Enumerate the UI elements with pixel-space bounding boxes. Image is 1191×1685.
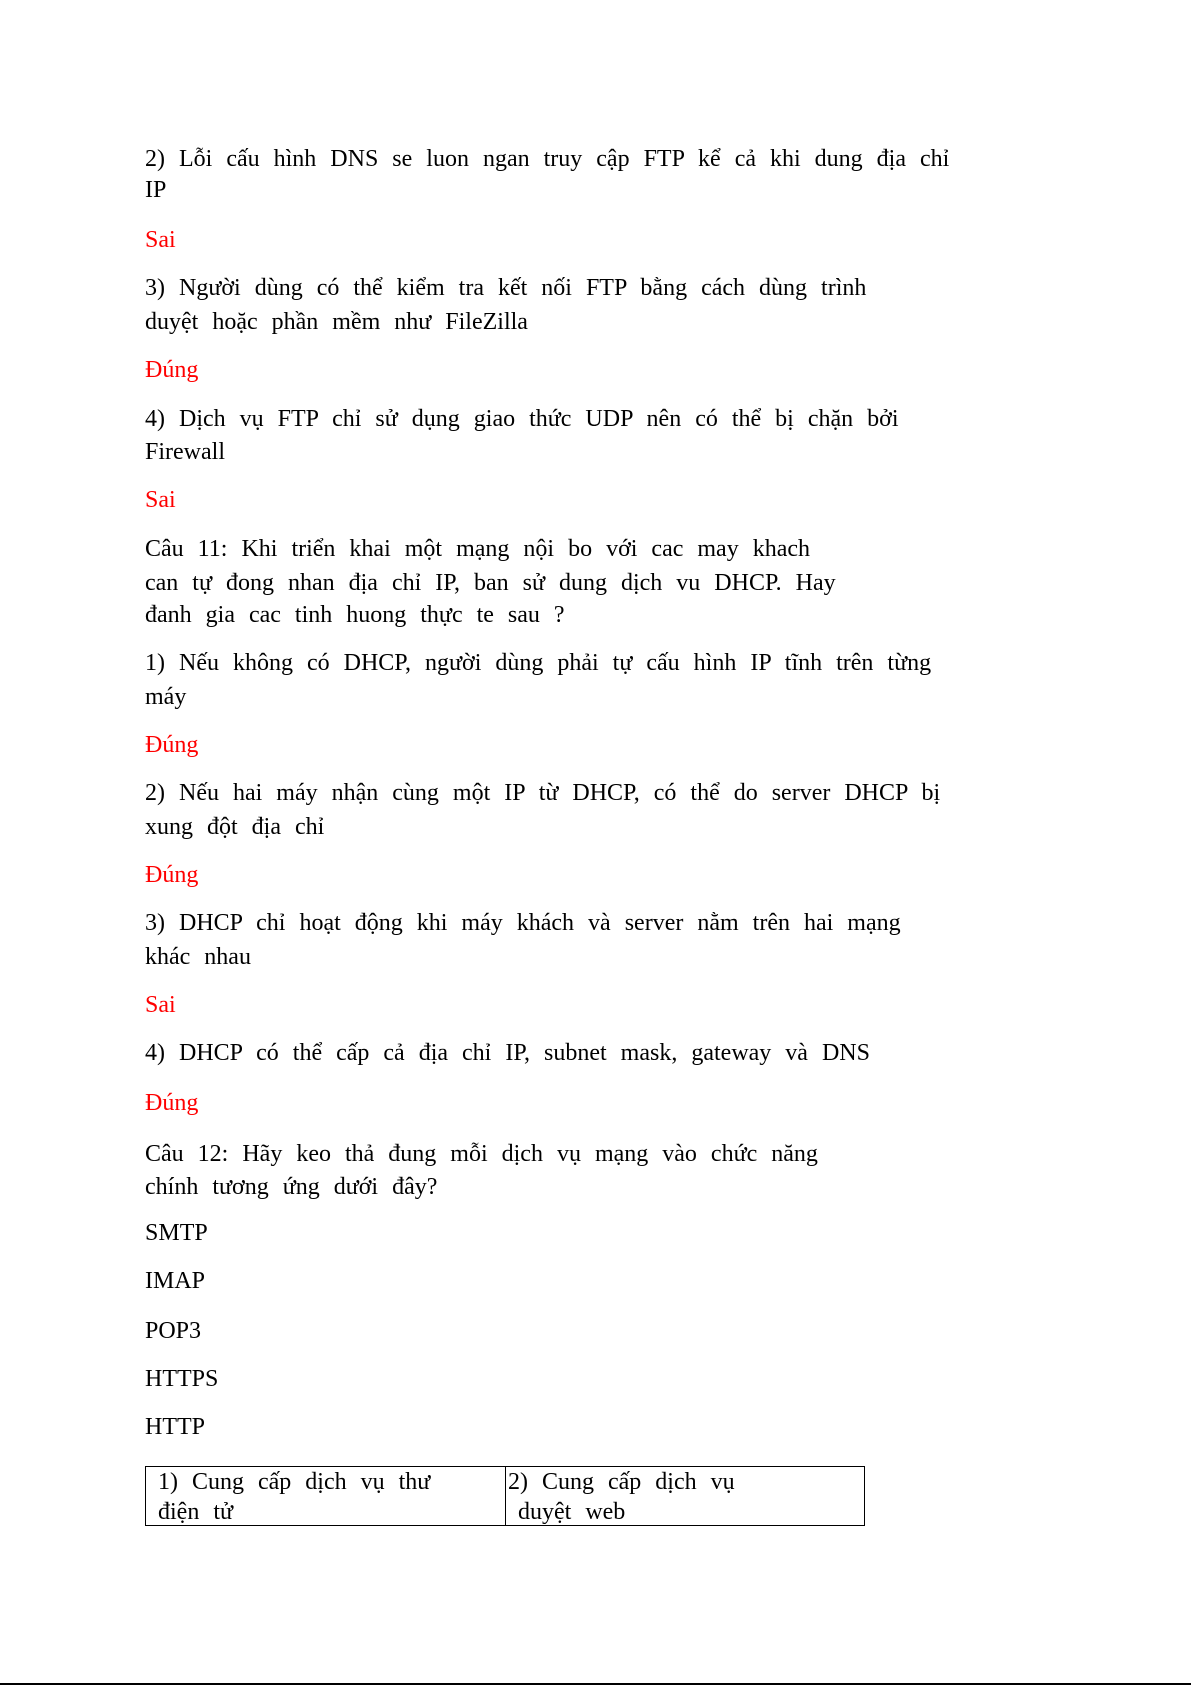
function-table: [145, 1466, 865, 1526]
q11-item2-line2: xung đột địa chỉ: [145, 814, 325, 840]
q12-title-line1: Câu 12: Hãy keo thả đung mỗi dịch vụ mạng vào chức năng: [145, 1141, 818, 1167]
q11-item3-answer: Sai: [145, 992, 176, 1018]
q11-title-line2: can tự đong nhan địa chỉ IP, ban sử dung dịch vu DHCP. Hay: [145, 570, 836, 596]
drop-target-email-line1: 1) Cung cấp dịch vụ thư: [158, 1469, 431, 1495]
service-smtp[interactable]: SMTP: [145, 1220, 208, 1246]
drop-target-web[interactable]: [505, 1467, 864, 1525]
q12-title-line2: chính tương ứng dưới đây?: [145, 1174, 438, 1200]
q10-item2-answer: Sai: [145, 227, 176, 253]
q11-item1-line1: 1) Nếu không có DHCP, người dùng phải tự cấu hình IP tĩnh trên từng: [145, 650, 932, 676]
q11-item3-line1: 3) DHCP chỉ hoạt động khi máy khách và server nằm trên hai mạng: [145, 910, 901, 936]
q10-item4-line1: 4) Dịch vụ FTP chỉ sử dụng giao thức UDP nên có thể bị chặn bởi: [145, 406, 899, 432]
q11-item2-answer: Đúng: [145, 862, 199, 888]
q10-item3-line2: duyệt hoặc phần mềm như FileZilla: [145, 309, 528, 335]
q10-item2-line2: IP: [145, 177, 167, 203]
service-https[interactable]: HTTPS: [145, 1366, 219, 1392]
q10-item2-line1: 2) Lỗi cấu hình DNS se luon ngan truy cập FTP kể cả khi dung địa chỉ: [145, 146, 950, 172]
q11-item4-answer: Đúng: [145, 1090, 199, 1116]
q11-item4-line1: 4) DHCP có thể cấp cả địa chỉ IP, subnet mask, gateway và DNS: [145, 1040, 870, 1066]
service-imap[interactable]: IMAP: [145, 1268, 206, 1294]
q11-item2-line1: 2) Nếu hai máy nhận cùng một IP từ DHCP, có thể do server DHCP bị: [145, 780, 941, 806]
drop-target-email-line2: điện tử: [158, 1499, 233, 1525]
q10-item4-line2: Firewall: [145, 439, 225, 465]
q10-item3-answer: Đúng: [145, 357, 199, 383]
service-http[interactable]: HTTP: [145, 1414, 205, 1440]
q11-title-line3: đanh gia cac tinh huong thực te sau ?: [145, 602, 565, 628]
q10-item4-answer: Sai: [145, 487, 176, 513]
drop-target-web-line2: duyệt web: [518, 1499, 626, 1525]
q10-item3-line1: 3) Người dùng có thể kiểm tra kết nối FTP bằng cách dùng trình: [145, 275, 867, 301]
q11-title-line1: Câu 11: Khi triển khai một mạng nội bo với cac may khach: [145, 536, 811, 562]
q11-item3-line2: khác nhau: [145, 944, 251, 970]
q11-item1-answer: Đúng: [145, 732, 199, 758]
q11-item1-line2: máy: [145, 684, 187, 710]
drop-target-email[interactable]: [146, 1467, 505, 1525]
drop-target-web-line1: 2) Cung cấp dịch vụ: [508, 1469, 735, 1495]
service-pop3[interactable]: POP3: [145, 1318, 202, 1344]
